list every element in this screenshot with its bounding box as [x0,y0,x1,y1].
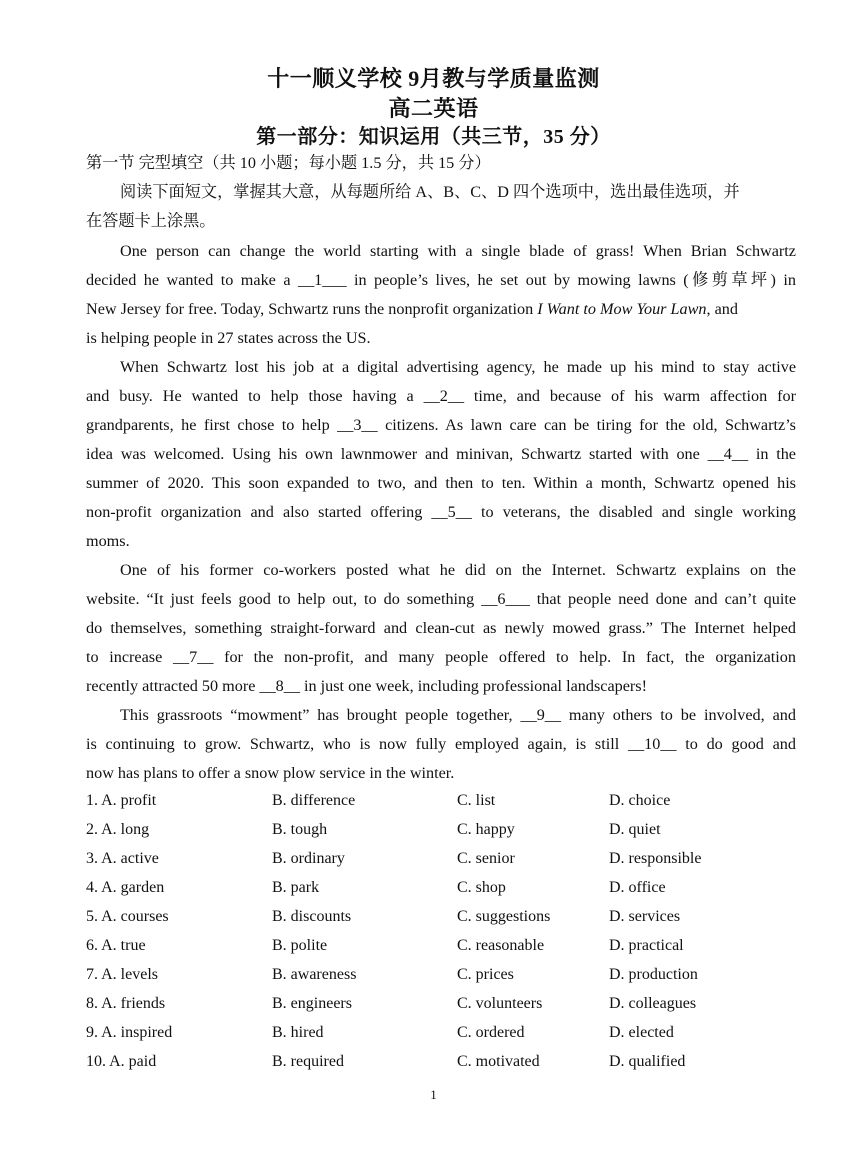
option-a: 9. A. inspired [86,1024,173,1041]
passage-line: One person can change the world starting with a single blade of grass! When Brian Schwartz [120,242,796,260]
passage-line: grandparents, he first chose to help __3__ citizens. As lawn care can be tiring for the old, Schwartz’s [86,416,796,434]
option-d: D. practical [609,937,684,954]
option-a: 7. A. levels [86,966,158,983]
instruction-line-1: 阅读下面短文，掌握其大意，从每题所给 A、B、C、D 四个选项中，选出最佳选项，并 [120,183,740,201]
passage-line: is continuing to grow. Schwartz, who is now fully employed again, is still __10__ to do good and [86,735,796,753]
option-c: C. reasonable [457,937,545,954]
option-a: 6. A. true [86,937,146,954]
option-a: 2. A. long [86,821,150,838]
option-b: B. tough [272,821,328,838]
option-b: B. park [272,879,320,896]
passage-line: moms. [86,532,130,550]
part-heading: 第一部分：知识运用（共三节，35 分） [256,126,611,148]
option-a: 1. A. profit [86,792,157,809]
option-c: C. prices [457,966,514,983]
option-d: D. quiet [609,821,661,838]
passage-line: and busy. He wanted to help those having a __2__ time, and because of his warm affection for [86,387,796,405]
option-d: D. colleagues [609,995,697,1012]
option-c: C. motivated [457,1053,540,1070]
exam-subject: 高二英语 [388,96,479,121]
option-b: B. engineers [272,995,352,1012]
option-b: B. required [272,1053,344,1070]
option-a: 5. A. courses [86,908,169,925]
page-number: 1 [430,1087,437,1102]
exam-title: 十一顺义学校 9月教与学质量监测 [267,66,600,91]
passage-line: recently attracted 50 more __8__ in just one week, including professional landscapers! [86,677,647,695]
option-c: C. senior [457,850,515,867]
passage-line: non-profit organization and also started offering __5__ to veterans, the disabled and single working [86,503,796,521]
option-b: B. awareness [272,966,357,983]
option-b: B. hired [272,1024,324,1041]
option-d: D. production [609,966,698,983]
passage-line: When Schwartz lost his job at a digital advertising agency, he made up his mind to stay active [120,358,796,376]
option-c: C. suggestions [457,908,551,925]
passage-line: do themselves, something straight-forward and clean-cut as newly mowed grass.” The Internet helped [86,619,796,637]
passage-line: is helping people in 27 states across the US. [86,329,371,347]
section-heading: 第一节 完型填空（共 10 小题；每小题 1.5 分，共 15 分） [86,154,491,172]
option-c: C. volunteers [457,995,543,1012]
option-d: D. choice [609,792,671,809]
option-d: D. services [609,908,681,925]
passage-line [86,298,796,320]
option-a: 8. A. friends [86,995,166,1012]
option-b: B. discounts [272,908,352,925]
passage-line: One of his former co-workers posted what he did on the Internet. Schwartz explains on the [120,561,796,579]
option-d: D. office [609,879,666,896]
option-b: B. polite [272,937,328,954]
passage-line: to increase __7__ for the non-profit, and many people offered to help. In fact, the organization [86,648,796,666]
option-c: C. list [457,792,496,809]
option-a: 3. A. active [86,850,159,867]
option-a: 4. A. garden [86,879,165,896]
passage-line: idea was welcomed. Using his own lawnmower and minivan, Schwartz started with one __4__ in the [86,445,796,463]
passage-line: website. “It just feels good to help out, to do something __6___ that people need done and can’t quite [86,590,796,608]
organization-name: I Want to Mow Your Lawn [537,300,707,318]
option-d: D. qualified [609,1053,686,1070]
passage-line: summer of 2020. This soon expanded to two, and then to ten. Within a month, Schwartz opened his [86,474,796,492]
option-d: D. elected [609,1024,674,1041]
passage-text: , and [706,300,738,318]
option-c: C. ordered [457,1024,525,1041]
option-d: D. responsible [609,850,702,867]
passage-text: New Jersey for free. Today, Schwartz runs the nonprofit organization [86,300,538,318]
passage-line: now has plans to offer a snow plow service in the winter. [86,764,455,782]
option-c: C. shop [457,879,506,896]
option-c: C. happy [457,821,515,838]
passage-line: This grassroots “mowment” has brought people together, __9__ many others to be involved, and [120,706,796,724]
option-a: 10. A. paid [86,1053,157,1070]
option-b: B. difference [272,792,356,809]
passage-line: decided he wanted to make a __1___ in people’s lives, he set out by mowing lawns (修剪草坪) in [86,271,796,289]
option-b: B. ordinary [272,850,345,867]
instruction-line-2: 在答题卡上涂黑。 [86,212,216,230]
